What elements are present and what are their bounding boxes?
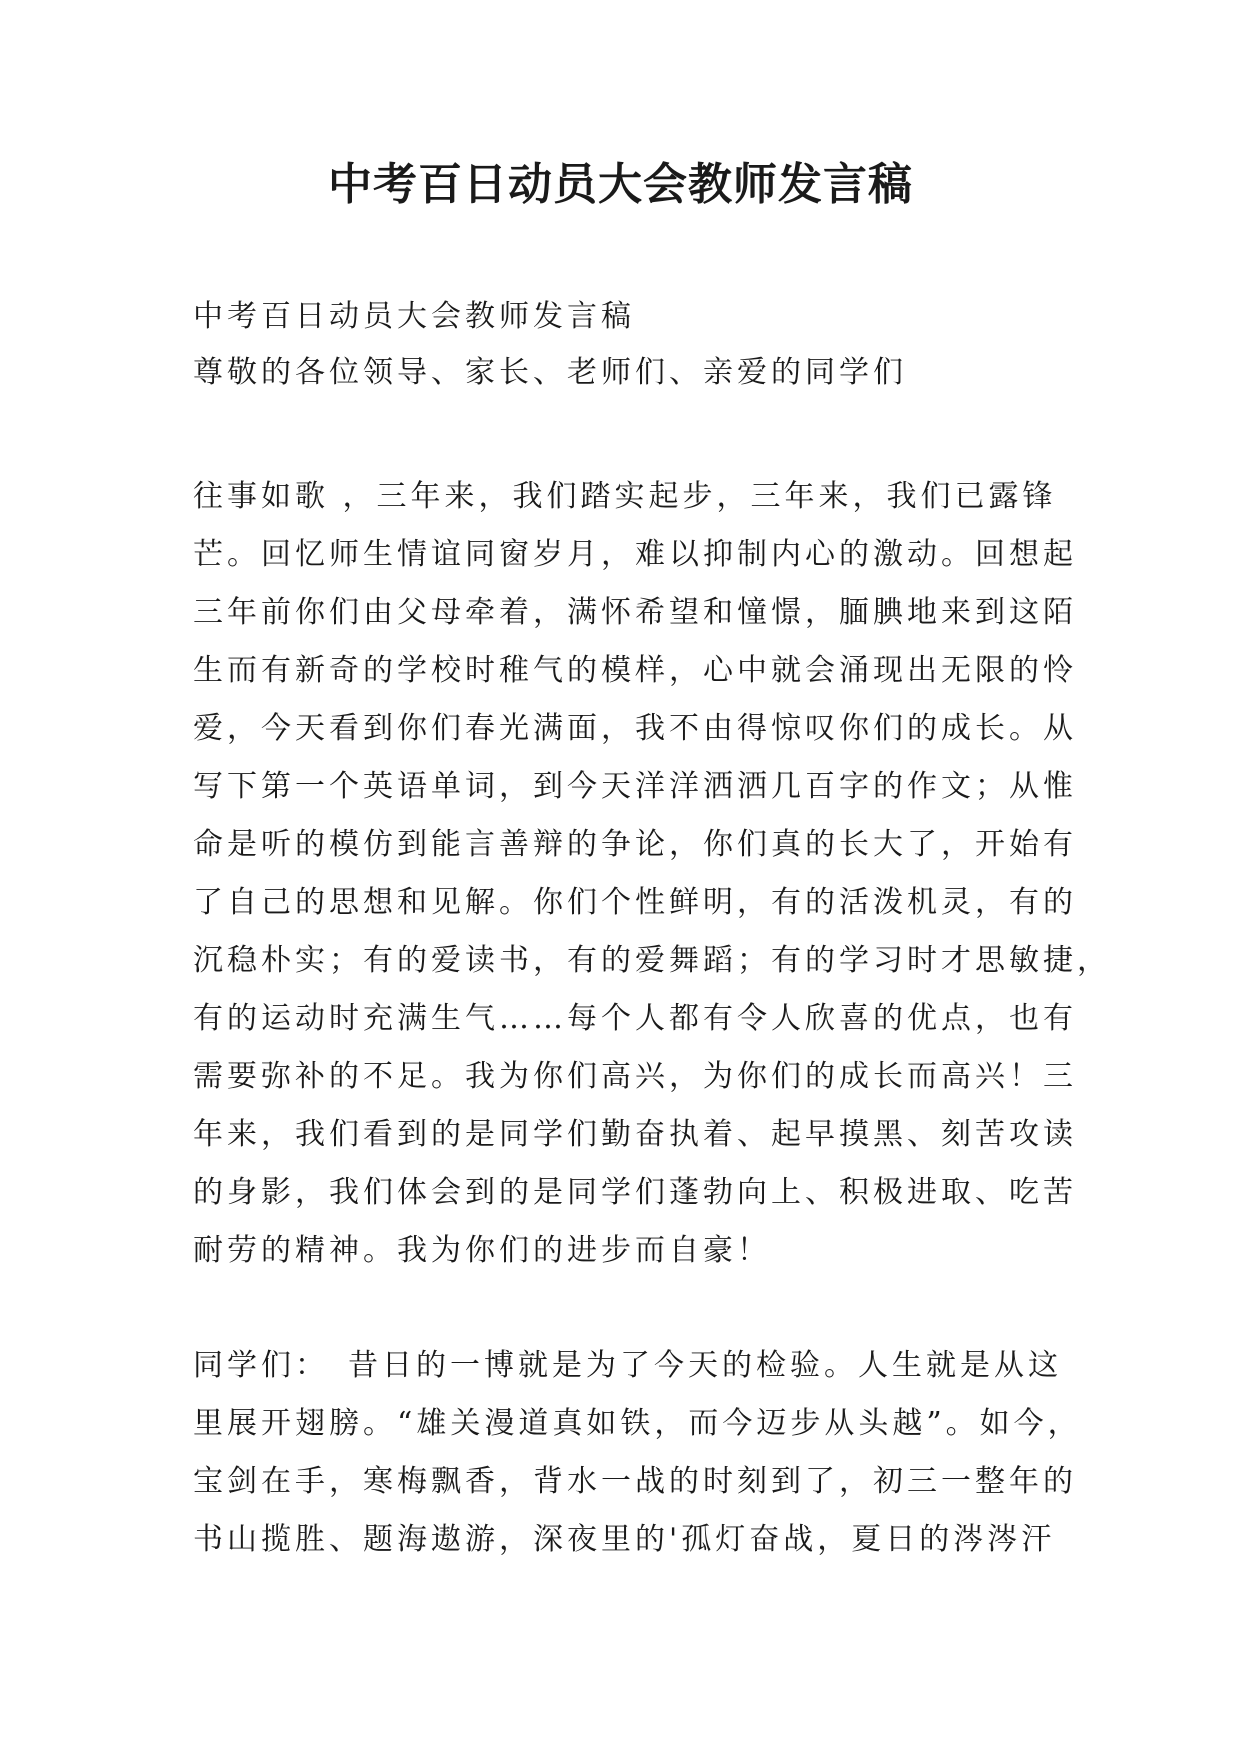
paragraph-line: 耐劳的精神。我为你们的进步而自豪！ [193,1233,771,1268]
salutation: 尊敬的各位领导、家长、老师们、亲爱的同学们 [193,355,907,390]
paragraph-line: 往事如歌 ，三年来，我们踏实起步，三年来，我们已露锋 [193,479,1057,514]
paragraph-line: 需要弥补的不足。我为你们高兴，为你们的成长而高兴！三 [193,1059,1077,1094]
paragraph-line: 芒。回忆师生情谊同窗岁月，难以抑制内心的激动。回想起 [193,537,1077,572]
document-title: 中考百日动员大会教师发言稿 [328,159,913,210]
paragraph-line: 里展开翅膀。“雄关漫道真如铁，而今迈步从头越”。如今， [193,1406,1082,1441]
paragraph-line: 了自己的思想和见解。你们个性鲜明，有的活泼机灵，有的 [193,885,1077,920]
paragraph-line: 命是听的模仿到能言善辩的争论，你们真的长大了，开始有 [193,827,1077,862]
paragraph-line: 生而有新奇的学校时稚气的模样，心中就会涌现出无限的怜 [193,653,1077,688]
paragraph-line: 爱，今天看到你们春光满面，我不由得惊叹你们的成长。从 [193,711,1077,746]
paragraph-line: 宝剑在手，寒梅飘香，背水一战的时刻到了，初三一整年的 [193,1464,1077,1499]
paragraph-2 [193,1337,1082,1569]
paragraph-line: 同学们： 昔日的一博就是为了今天的检验。人生就是从这 [193,1348,1062,1383]
paragraph-line: 有的运动时充满生气……每个人都有令人欣喜的优点，也有 [193,1001,1077,1036]
paragraph-line: 写下第一个英语单词，到今天洋洋洒洒几百字的作文；从惟 [193,769,1077,804]
paragraph-line: 三年前你们由父母牵着，满怀希望和憧憬，腼腆地来到这陌 [193,595,1077,630]
paragraph-line: 年来，我们看到的是同学们勤奋执着、起早摸黑、刻苦攻读 [193,1117,1077,1152]
document-subtitle: 中考百日动员大会教师发言稿 [193,299,635,334]
paragraph-1 [193,468,1111,1280]
paragraph-line: 沉稳朴实；有的爱读书，有的爱舞蹈；有的学习时才思敏捷， [193,943,1111,978]
paragraph-line: 的身影，我们体会到的是同学们蓬勃向上、积极进取、吃苦 [193,1175,1077,1210]
paragraph-line: 书山揽胜、题海遨游，深夜里的'孤灯奋战，夏日的涔涔汗 [193,1522,1056,1557]
